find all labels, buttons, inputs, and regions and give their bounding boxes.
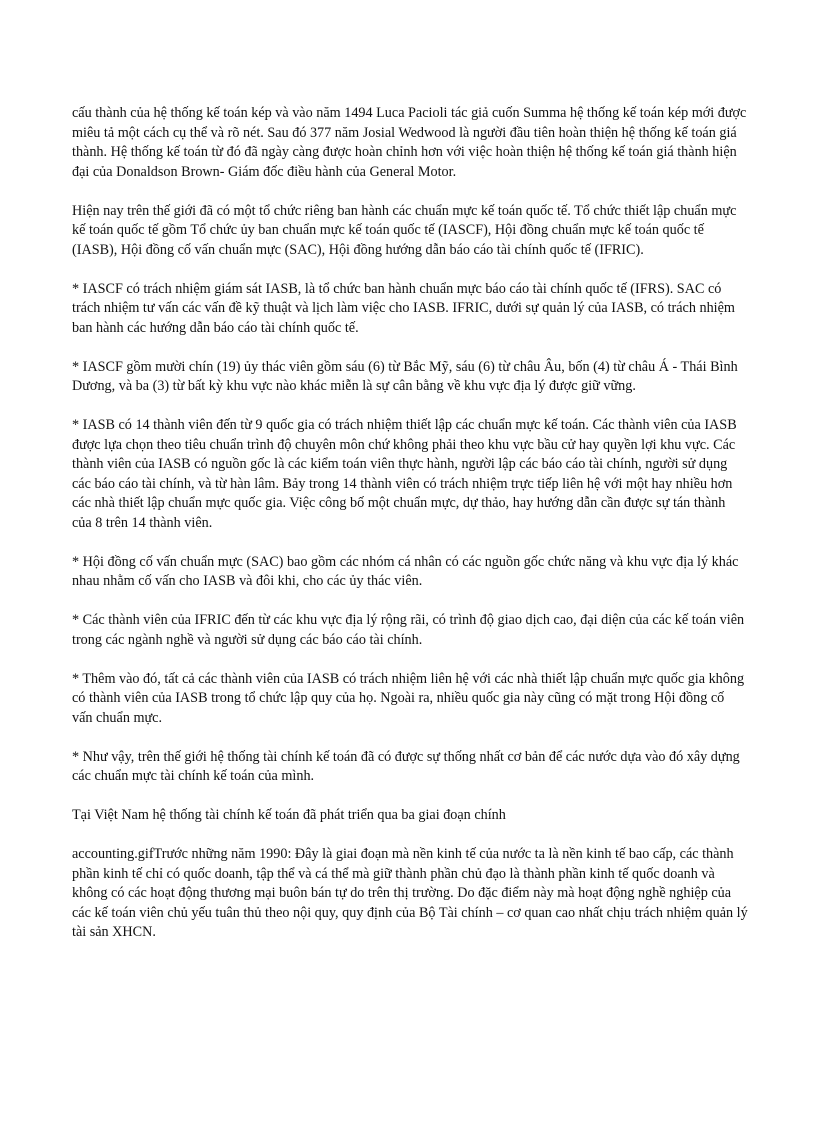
paragraph-history: cấu thành của hệ thống kế toán kép và vào năm 1494 Luca Pacioli tác giả cuốn Summa hệ thống kế toán kép mới được miêu tả một cách cụ thể và rõ nét. Sau đó 377 năm Josial Wedwood là người đầu tiên hoàn thiện hệ thống kế toán giá thành. Hệ thống kế toán từ đó đã ngày càng được hoàn chỉnh hơn với việc hoàn thiện hệ thống kế toán giá thành hiện đại của Donaldson Brown- Giám đốc điều hành của General Motor. [72, 105, 747, 180]
document-page [72, 104, 748, 962]
paragraph-summary: * Như vậy, trên thế giới hệ thống tài chính kế toán đã có được sự thống nhất cơ bản để các nước dựa vào đó xây dựng các chuẩn mực tài chính kế toán của mình. [72, 748, 740, 784]
paragraph-ifric: * Các thành viên của IFRIC đến từ các khu vực địa lý rộng rãi, có trình độ giao dịch cao, đại diện của các kế toán viên trong các ngành nghề và người sử dụng các báo cáo tài chính. [72, 612, 745, 648]
paragraph-iasb-liaison: * Thêm vào đó, tất cả các thành viên của IASB có trách nhiệm liên hệ với các nhà thiết lập chuẩn mực quốc gia không có thành viên của IASB trong tổ chức lập quy của họ. Ngoài ra, nhiều quốc gia này cũng có mặt trong Hội đồng cố vấn chuẩn mực. [72, 670, 745, 726]
paragraph-sac: * Hội đồng cố vấn chuẩn mực (SAC) bao gồm các nhóm cá nhân có các nguồn gốc chức năng và khu vực địa lý khác nhau nhằm cố vấn cho IASB và đôi khi, cho các ủy thác viên. [72, 553, 739, 589]
paragraph-vietnam-intro: Tại Việt Nam hệ thống tài chính kế toán đã phát triển qua ba giai đoạn chính [72, 807, 506, 823]
paragraph-iasb-members: * IASB có 14 thành viên đến từ 9 quốc gia có trách nhiệm thiết lập các chuẩn mực kế toán. Các thành viên của IASB được lựa chọn theo tiêu chuẩn trình độ chuyên môn chứ không phải theo khu vực bầu cử hay quyền lợi khu vực. Các thành viên của IASB có nguồn gốc là các kiểm toán viên thực hành, người lập các báo cáo tài chính, người sử dụng các báo cáo tài chính, và từ hàn lâm. Bảy trong 14 thành viên có trách nhiệm trực tiếp liên hệ với một hay nhiều hơn các nhà thiết lập chuẩn mực quốc gia. Việc công bố một chuẩn mực, dự thảo, hay hướng dẫn cần được sự tán thành của 8 trên 14 thành viên. [72, 417, 737, 531]
paragraph-international-organizations: Hiện nay trên thế giới đã có một tổ chức riêng ban hành các chuẩn mực kế toán quốc tế. Tổ chức thiết lập chuẩn mực kế toán quốc tế gồm Tổ chức ủy ban chuẩn mực kế toán quốc tế (IASCF), Hội đồng chuẩn mực kế toán quốc tế (IASB), Hội đồng cố vấn chuẩn mực (SAC), Hội đồng hướng dẫn báo cáo tài chính quốc tế (IFRIC). [72, 202, 737, 258]
paragraph-iascf-trustees: * IASCF gồm mười chín (19) ủy thác viên gồm sáu (6) từ Bắc Mỹ, sáu (6) từ châu Âu, bốn (4) từ châu Á - Thái Bình Dương, và ba (3) từ bất kỳ khu vực nào khác miễn là sự cân bằng về khu vực địa lý được giữ vững. [72, 358, 738, 394]
paragraph-pre-1990: accounting.gifTrước những năm 1990: Đây là giai đoạn mà nền kinh tế của nước ta là nền kinh tế bao cấp, các thành phần kinh tế chỉ có quốc doanh, tập thể và cá thể mà giữ thành phần chủ đạo là thành phần kinh tế quốc doanh và không có các hoạt động thương mại buôn bán tự do trên thị trường. Do đặc điểm này mà hoạt động nghề nghiệp của các kế toán viên chủ yếu tuân thủ theo nội quy, quy định của Bộ Tài chính – cơ quan cao nhất chịu trách nhiệm quản lý tài sản XHCN. [72, 846, 748, 940]
paragraph-iascf-role: * IASCF có trách nhiệm giám sát IASB, là tổ chức ban hành chuẩn mực báo cáo tài chính quốc tế (IFRS). SAC có trách nhiệm tư vấn các vấn đề kỹ thuật và lịch làm việc cho IASB. IFRIC, dưới sự quản lý của IASB, có trách nhiệm ban hành các hướng dẫn báo cáo tài chính quốc tế. [72, 280, 735, 336]
